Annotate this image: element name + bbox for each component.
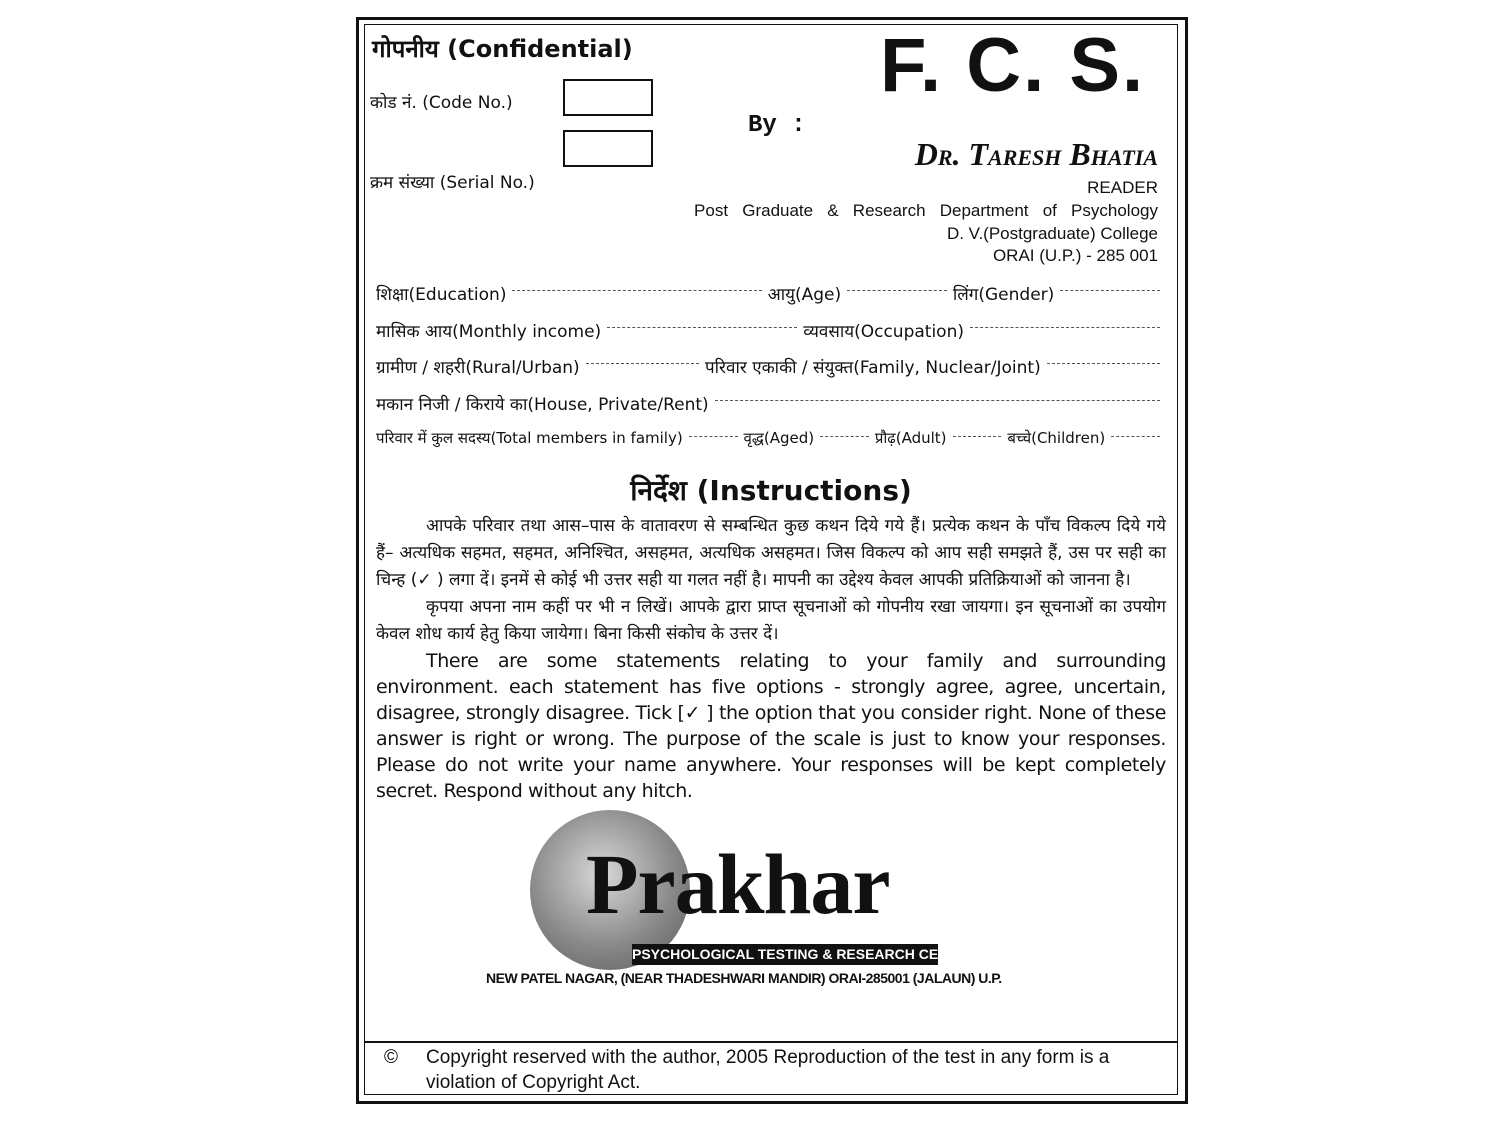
family-type-input[interactable]	[1047, 363, 1160, 364]
publisher-address: NEW PATEL NAGAR, (NEAR THADESHWARI MANDIR) ORAI-285001 (JALAUN) U.P.	[486, 969, 1002, 986]
occupation-input[interactable]	[970, 327, 1160, 328]
age-label: आयु(Age)	[767, 285, 842, 305]
hindi-instructions-1-text: आपके परिवार तथा आस–पास के वातावरण से सम्बन्धित कुछ कथन दिये गये हैं। प्रत्येक कथन के पाँच विकल्प दिये गये हैं– अत्यधिक सहमत, सहमत, अनिश्चित, असहमत, अत्यधिक असहमत। जिस विकल्प को आप सही समझते हैं, उस पर सही का चिन्ह (✓ ) लगा दें। इनमें से कोई भी उत्तर सही या गलत नहीं है। मापनी का उद्देश्य केवल आपकी प्रतिक्रियाओं को जानना है।	[376, 515, 1166, 590]
college: D. V.(Postgraduate) College	[946, 224, 1158, 243]
education-input[interactable]	[512, 290, 761, 291]
serial-no-label: क्रम संख्या (Serial No.)	[370, 173, 535, 193]
publisher-tagline: PSYCHOLOGICAL TESTING & RESEARCH CENTRE	[632, 944, 938, 965]
aged-label: वृद्ध(Aged)	[743, 429, 815, 447]
rural-urban-label: ग्रामीण / शहरी(Rural/Urban)	[376, 358, 580, 378]
confidential-label: गोपनीय (Confidential)	[372, 35, 633, 63]
copyright-text: Copyright reserved with the author, 2005 Reproduction of the test in any form is a violation of Copyright Act.	[426, 1047, 1110, 1093]
english-instructions	[376, 648, 1166, 804]
family-type-label: परिवार एकाकी / संयुक्त(Family, Nuclear/Joint)	[704, 358, 1041, 378]
total-members-input[interactable]	[689, 436, 738, 437]
field-row-5	[376, 428, 1166, 465]
age-input[interactable]	[847, 290, 947, 291]
field-row-2	[376, 319, 1166, 356]
field-row-1	[376, 282, 1166, 319]
hindi-instructions-1	[376, 513, 1166, 594]
children-label: बच्चे(Children)	[1007, 429, 1106, 447]
education-label: शिक्षा(Education)	[376, 285, 507, 305]
department: Post Graduate & Research Department of Psychology	[694, 201, 1158, 220]
hindi-instructions-2	[376, 594, 1166, 648]
hindi-instructions-2-text: कृपया अपना नाम कहीं पर भी न लिखें। आपके द्वारा प्राप्त सूचनाओं को गोपनीय रखा जायगा। इन सूचनाओं का उपयोग केवल शोध कार्य हेतु किया जायेगा। बिना किसी संकोच के उत्तर दें।	[376, 596, 1166, 644]
field-row-4	[376, 392, 1166, 429]
monthly-income-label: मासिक आय(Monthly income)	[376, 321, 602, 342]
english-instructions-text: There are some statements relating to your family and surrounding environment. each statement has five options - strongly agree, agree, uncertain, disagree, strongly disagree. Tick [✓ ] the option that you consider right. None of these answer is right or wrong. The purpose of the scale is just to know your responses. Please do not write your name anywhere. Your responses will be kept completely secret. Respond without any hitch.	[376, 649, 1166, 802]
publisher-logo-name: Prakhar	[586, 835, 890, 932]
children-input[interactable]	[1111, 436, 1160, 437]
city: ORAI (U.P.) - 285 001	[992, 246, 1158, 265]
house-label: मकान निजी / किराये का(House, Private/Rent)	[376, 394, 709, 415]
code-no-input[interactable]	[563, 79, 653, 116]
designation: READER	[1087, 178, 1158, 197]
occupation-label: व्यवसाय(Occupation)	[803, 321, 964, 342]
gender-input[interactable]	[1060, 290, 1160, 291]
footer-divider	[365, 1041, 1177, 1043]
gender-label: लिंग(Gender)	[952, 285, 1055, 305]
form-body	[376, 282, 1166, 990]
rural-urban-input[interactable]	[586, 363, 699, 364]
aged-input[interactable]	[820, 436, 869, 437]
adult-input[interactable]	[953, 436, 1002, 437]
field-row-3	[376, 355, 1166, 392]
author-name: Dr. Taresh Bhatia	[914, 136, 1158, 172]
house-input[interactable]	[715, 400, 1160, 401]
monthly-income-input[interactable]	[607, 327, 797, 328]
code-no-label: कोड नं. (Code No.)	[370, 93, 513, 113]
total-members-label: परिवार में कुल सदस्य(Total members in family)	[376, 429, 683, 447]
serial-no-input[interactable]	[563, 130, 653, 167]
by-label: By :	[748, 112, 806, 139]
test-title: F. C. S.	[880, 23, 1146, 108]
copyright-icon: ©	[384, 1047, 398, 1068]
publisher-logo	[376, 810, 1166, 990]
instructions-heading: निर्देश (Instructions)	[630, 473, 912, 507]
adult-label: प्रौढ़(Adult)	[874, 429, 947, 447]
